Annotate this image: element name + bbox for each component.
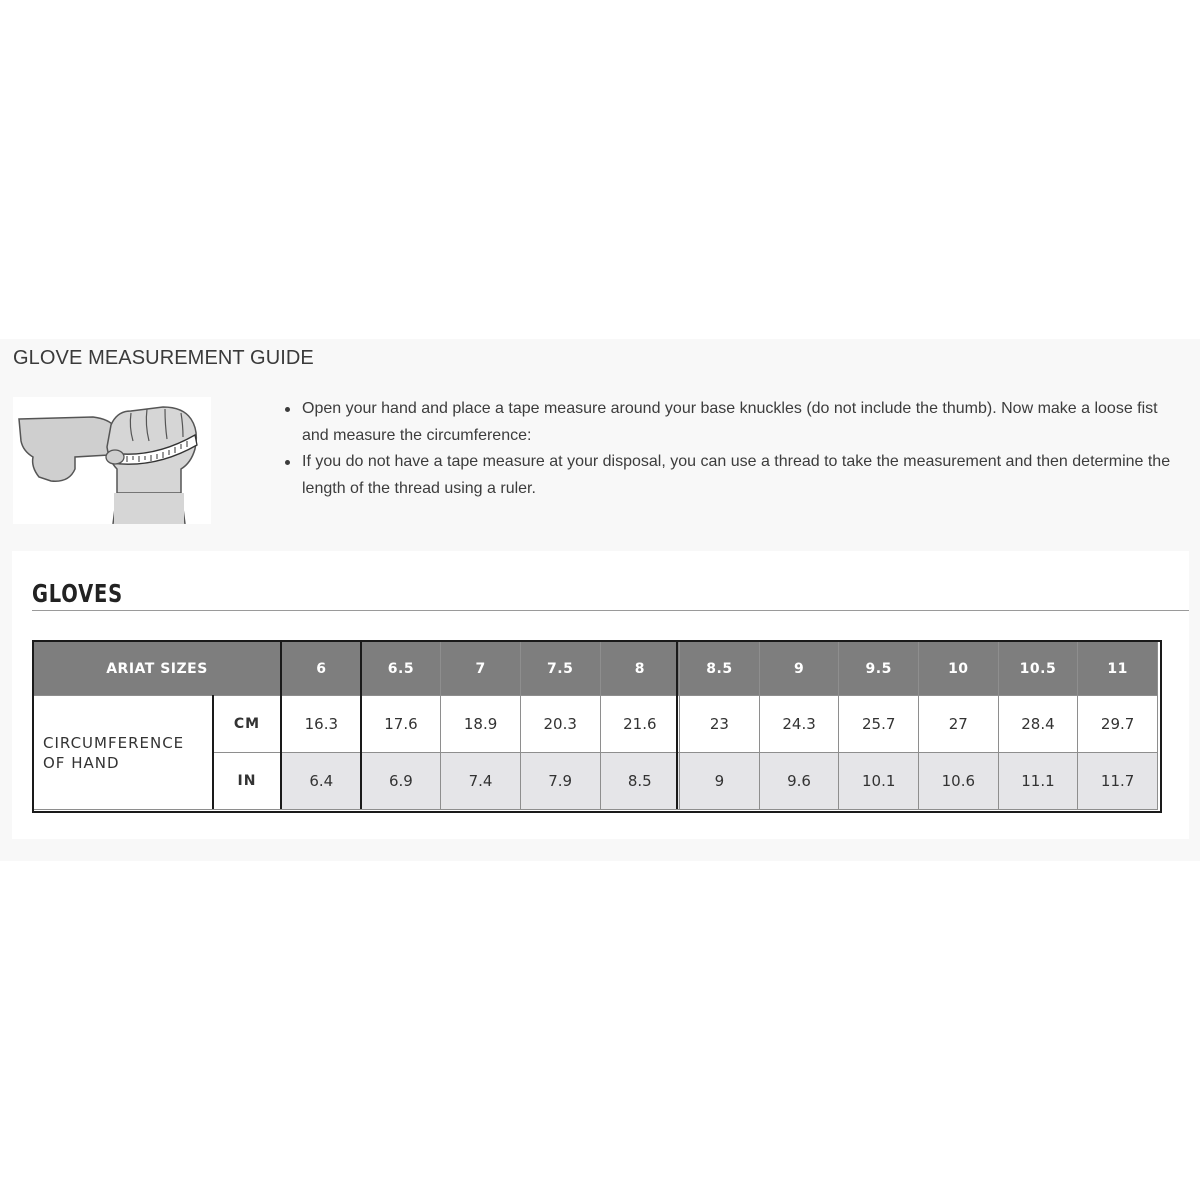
size-chart-heading: GLOVES — [32, 579, 123, 608]
size-header-cell: 11 — [1078, 642, 1158, 696]
in-value-cell: 10.1 — [839, 753, 919, 810]
size-header-cell: 7 — [441, 642, 521, 696]
in-value-cell: 8.5 — [600, 753, 680, 810]
in-value-cell: 7.9 — [520, 753, 600, 810]
size-header-cell: 10.5 — [998, 642, 1078, 696]
cm-value-cell: 28.4 — [998, 696, 1078, 753]
size-header-cell: 9 — [759, 642, 839, 696]
cm-value-cell: 21.6 — [600, 696, 680, 753]
in-value-cell: 11.1 — [998, 753, 1078, 810]
size-header-cell: 6 — [282, 642, 362, 696]
glove-size-table — [32, 641, 1158, 810]
cm-value-cell: 25.7 — [839, 696, 919, 753]
cm-value-cell: 27 — [919, 696, 999, 753]
instruction-item: If you do not have a tape measure at your disposal, you can use a thread to take the measurement and then determine the length of the thread using a ruler. — [284, 449, 1174, 502]
in-value-cell: 10.6 — [919, 753, 999, 810]
cm-value-cell: 17.6 — [361, 696, 441, 753]
size-header-cell: 9.5 — [839, 642, 919, 696]
in-value-cell: 6.9 — [361, 753, 441, 810]
guide-title: GLOVE MEASUREMENT GUIDE — [13, 347, 314, 369]
instructions-list — [284, 396, 1174, 502]
size-header-cell: 7.5 — [520, 642, 600, 696]
cm-value-cell: 24.3 — [759, 696, 839, 753]
heading-divider — [32, 610, 1189, 611]
hand-with-tape-measure-icon — [13, 397, 211, 524]
table-header-row — [33, 642, 1158, 696]
in-value-cell: 6.4 — [282, 753, 362, 810]
unit-label-cm: CM — [213, 696, 282, 753]
instruction-item: Open your hand and place a tape measure around your base knuckles (do not include the thumb). Now make a loose fist and measure the circumference: — [284, 396, 1174, 449]
in-value-cell: 7.4 — [441, 753, 521, 810]
table-row-cm — [33, 696, 1158, 753]
sizes-header-label: ARIAT SIZES — [33, 642, 282, 696]
size-header-cell: 6.5 — [361, 642, 441, 696]
circumference-label: CIRCUMFERENCE OF HAND — [33, 696, 213, 810]
unit-label-in: IN — [213, 753, 282, 810]
cm-value-cell: 23 — [680, 696, 760, 753]
cm-value-cell: 18.9 — [441, 696, 521, 753]
size-chart-card — [12, 551, 1189, 839]
size-header-cell: 8 — [600, 642, 680, 696]
size-header-cell: 10 — [919, 642, 999, 696]
cm-value-cell: 29.7 — [1078, 696, 1158, 753]
cm-value-cell: 20.3 — [520, 696, 600, 753]
in-value-cell: 9 — [680, 753, 760, 810]
in-value-cell: 11.7 — [1078, 753, 1158, 810]
cm-value-cell: 16.3 — [282, 696, 362, 753]
size-header-cell: 8.5 — [680, 642, 760, 696]
in-value-cell: 9.6 — [759, 753, 839, 810]
